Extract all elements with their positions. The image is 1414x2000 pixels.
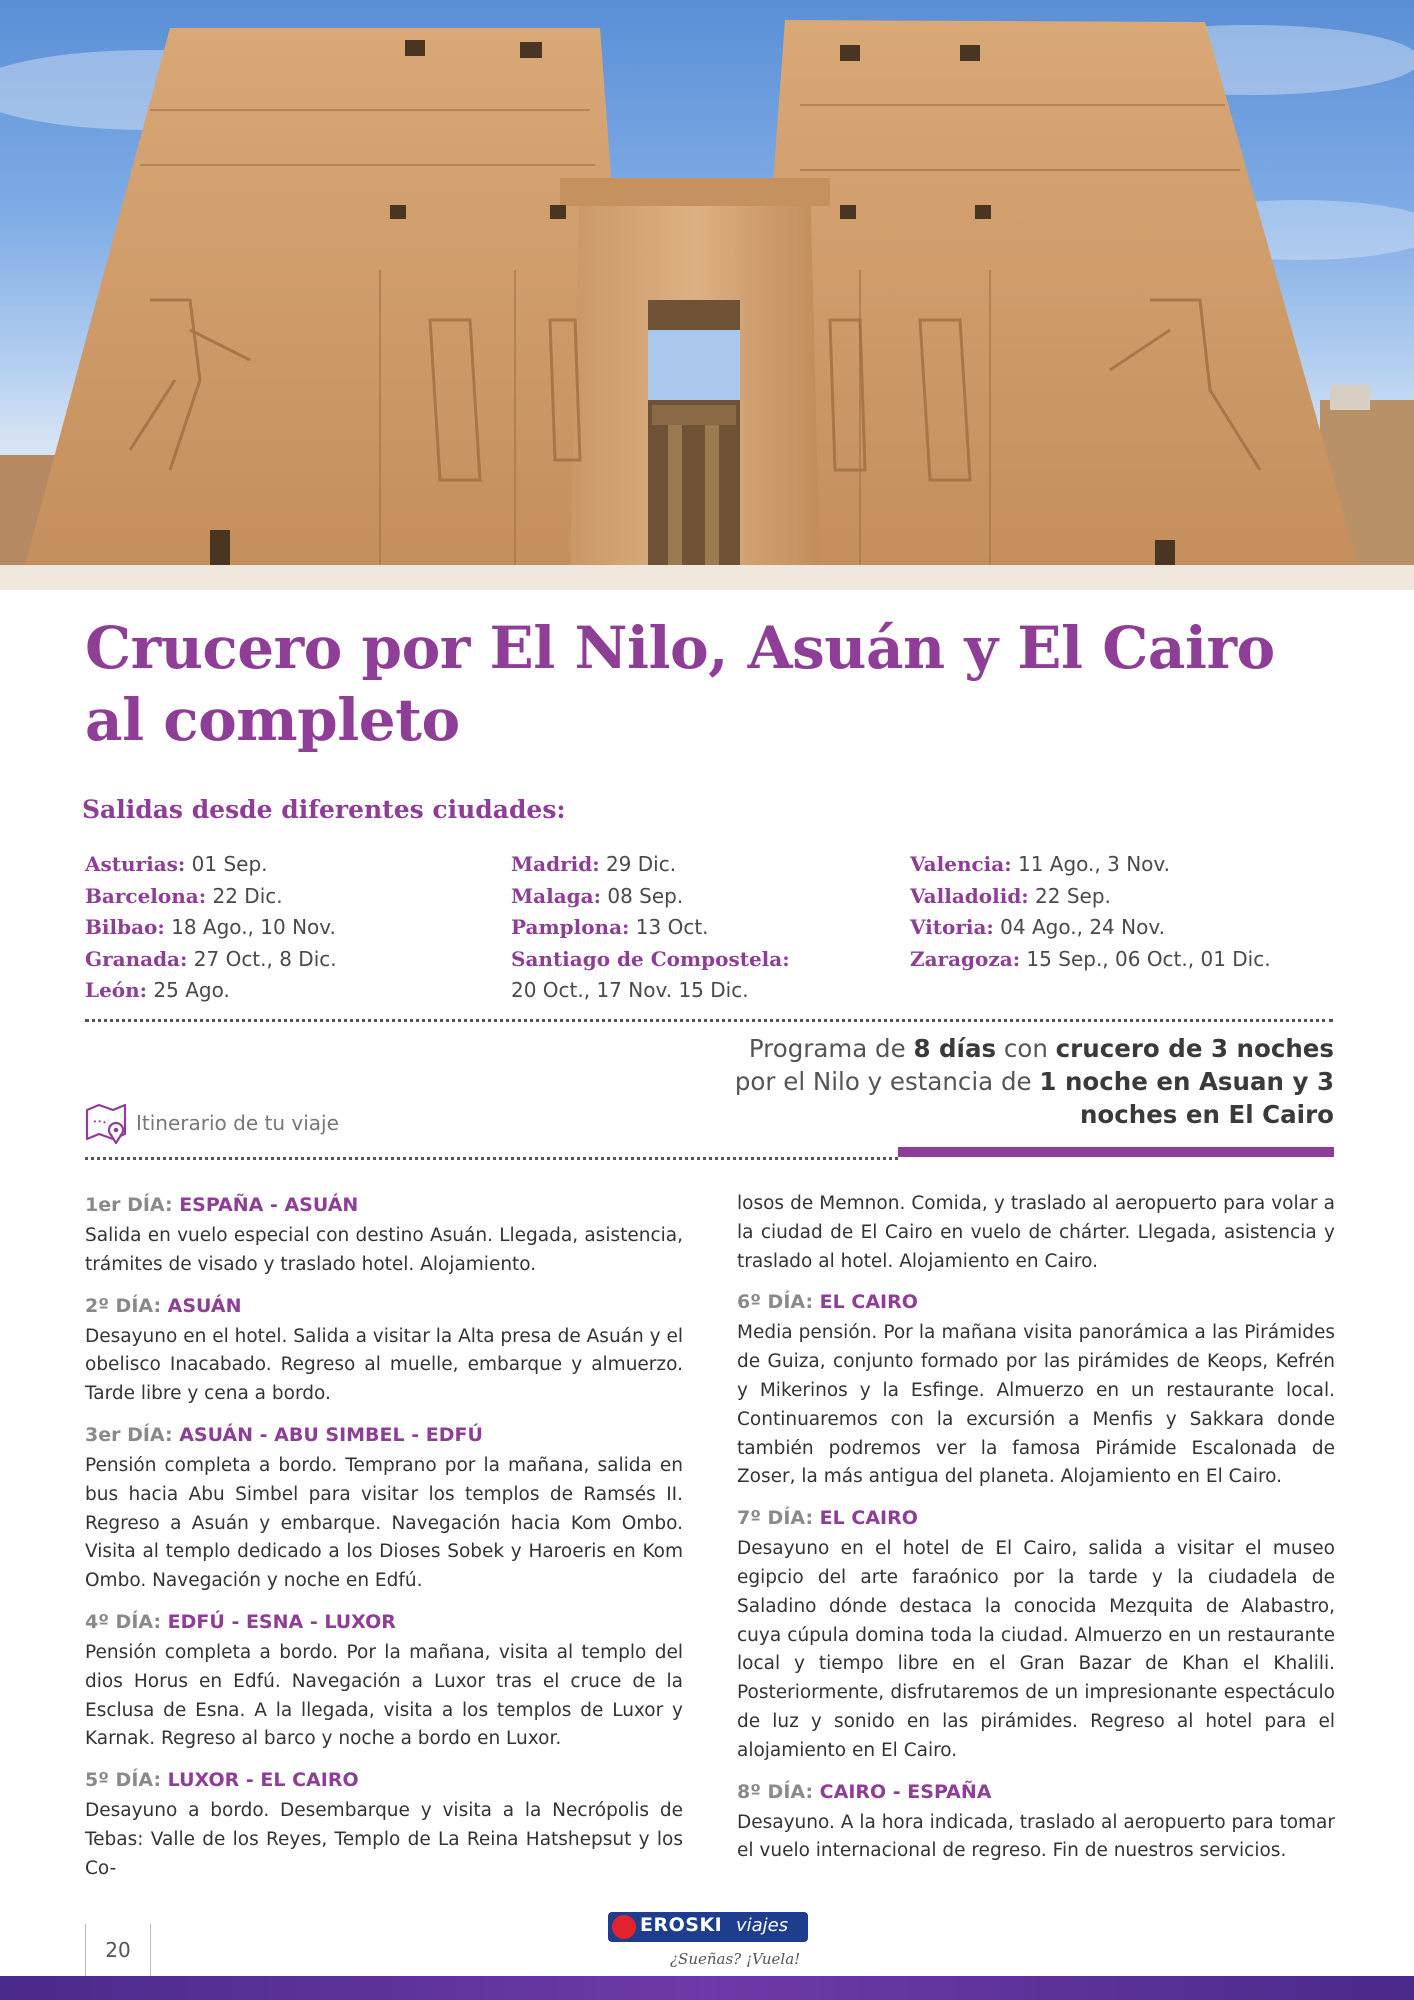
day-heading (85, 1291, 683, 1321)
program-text: por el Nilo y estancia de (734, 1067, 1040, 1096)
departure-line (85, 912, 505, 944)
day-description: Desayuno. A la hora indicada, traslado al aeropuerto para tomar el vuelo internacional de regreso. Fin de nuestros servicios. (737, 1811, 1335, 1862)
itinerary-label (84, 1100, 339, 1146)
day-number: 6º DÍA: (737, 1291, 820, 1314)
day-heading (737, 1777, 1335, 1807)
day-heading (85, 1420, 683, 1450)
departure-dates: 11 Ago., 3 Nov. (1011, 852, 1171, 876)
day-route: ASUÁN - ABU SIMBEL - EDFÚ (179, 1423, 483, 1446)
day-description: Salida en vuelo especial con destino Asuán. Llegada, asistencia, trámites de visado y traslado hotel. Alojamiento. (85, 1225, 683, 1275)
day-block (85, 1291, 683, 1409)
day-description: Pensión completa a bordo. Temprano por la mañana, salida en bus hacia Abu Simbel para visitar los templos de Ramsés II. Regreso a Asuán y embarque. Navegación hacia Kom Ombo. Visita al templo dedicado a los Dioses Sobek y Haroeris en Kom Ombo. Navegación y noche en Edfú. (85, 1454, 683, 1592)
program-highlight: 8 días (913, 1034, 997, 1063)
day-number: 1er DÍA: (85, 1194, 180, 1216)
departures-heading: Salidas desde diferentes ciudades: (82, 795, 566, 824)
dotted-divider (85, 1019, 1333, 1022)
departure-line (85, 975, 505, 1007)
day-heading (85, 1607, 683, 1637)
footer-band (0, 1976, 1414, 2000)
day-heading (737, 1503, 1335, 1533)
temple-pylon-photo (0, 0, 1414, 590)
departure-dates: 13 Oct. (629, 915, 709, 939)
day-heading (85, 1190, 683, 1220)
program-text: con (996, 1034, 1056, 1063)
departure-dates: 22 Dic. (206, 883, 283, 908)
eroski-e-icon (612, 1915, 636, 1939)
day-description: Pensión completa a bordo. Por la mañana, visita al templo del dios Horus en Edfú. Navegación a Luxor tras el cruce de la Esclusa de Esna. A la llegada, visita a los templos de Luxor y Karnak. Regreso al barco y noche a bordo en Luxor. (85, 1641, 683, 1750)
departure-line (511, 975, 901, 1007)
departure-city: Vitoria: (910, 915, 994, 939)
departure-dates: 27 Oct., 8 Dic. (187, 946, 337, 971)
accent-bar (898, 1147, 1334, 1157)
departure-dates: 29 Dic. (599, 852, 677, 876)
itinerary-column-right (737, 1190, 1335, 1866)
departure-line (511, 912, 901, 944)
departure-line (511, 944, 901, 976)
day-route: EDFÚ - ESNA - LUXOR (167, 1610, 396, 1633)
day-number: 3er DÍA: (85, 1423, 180, 1446)
hero-image (0, 0, 1414, 590)
departures-column-2 (511, 849, 901, 1007)
departure-dates: 25 Ago. (147, 978, 230, 1002)
departure-line (910, 912, 1330, 944)
program-highlight: 1 noche en Asuan y 3 noches en El Cairo (1039, 1067, 1334, 1129)
day-route: EL CAIRO (819, 1291, 918, 1314)
departure-city: Valladolid: (910, 883, 1029, 908)
departure-dates: 08 Sep. (600, 883, 684, 908)
day-number: 2º DÍA: (85, 1294, 168, 1317)
departure-city: Bilbao: (85, 915, 165, 939)
departures-column-3 (910, 849, 1330, 975)
program-text: Programa de (748, 1034, 914, 1063)
day-heading (85, 1765, 683, 1795)
departure-dates: 01 Sep. (185, 852, 268, 876)
logo-slogan: ¿Sueñas? ¡Vuela! (670, 1950, 801, 1968)
departure-city: Santiago de Compostela: (511, 946, 790, 971)
departure-line (910, 944, 1330, 976)
day-number: 5º DÍA: (85, 1769, 168, 1792)
departure-dates: 15 Sep., 06 Oct., 01 Dic. (1020, 946, 1271, 971)
day-route: ESPAÑA - ASUÁN (179, 1194, 359, 1216)
departure-line (85, 944, 505, 976)
page-number: 20 (105, 1938, 131, 1962)
logo-brand: EROSKI (640, 1914, 723, 1936)
day-block (737, 1777, 1335, 1867)
page-number-box (85, 1924, 151, 1976)
logo-brand-suffix: viajes (736, 1915, 789, 1936)
day-route: EL CAIRO (819, 1507, 918, 1530)
itinerary-label-text: Itinerario de tu viaje (136, 1111, 339, 1135)
departure-dates: 22 Sep. (1028, 883, 1111, 908)
departure-line (511, 849, 901, 881)
departure-city: Madrid: (511, 852, 600, 876)
departure-city: Pamplona: (511, 915, 630, 939)
day-description: Desayuno en el hotel. Salida a visitar la Alta presa de Asuán y el obelisco Inacabado. Regreso al muelle, embarque y almuerzo. Tarde libre y cena a bordo. (85, 1325, 683, 1405)
departure-city: Barcelona: (85, 883, 207, 908)
departure-line (910, 849, 1330, 881)
map-icon (84, 1100, 130, 1146)
departure-city: Zaragoza: (910, 946, 1021, 971)
day-route: LUXOR - EL CAIRO (167, 1769, 359, 1792)
dotted-divider (85, 1157, 898, 1160)
departure-city: Malaga: (511, 883, 601, 908)
departure-city: Asturias: (85, 852, 186, 876)
eroski-viajes-logo (608, 1912, 808, 1978)
departure-line (85, 881, 505, 913)
day-block (737, 1503, 1335, 1765)
program-summary (714, 1032, 1334, 1131)
page-title: Crucero por El Nilo, Asuán y El Cairo al completo (85, 614, 1275, 754)
day-block (737, 1287, 1335, 1492)
day-block (85, 1765, 683, 1883)
day-number: 4º DÍA: (85, 1610, 168, 1633)
day-block (85, 1190, 683, 1280)
departure-line (511, 881, 901, 913)
day-description: Desayuno en el hotel de El Cairo, salida a visitar el museo egipcio del arte faraónico por la tarde y la ciudadela de Saladino dónde destaca la conocida Mezquita de Alabastro, cuya cúpula domina toda la ciudad. Almuerzo en un restaurante local y tiempo libre en el Gran Bazar de Khan el Khalili. Posteriormente, disfrutaremos de un impresionante espectáculo de luz y sonido en las pirámides. Regreso al hotel para el alojamiento en El Cairo. (737, 1538, 1335, 1761)
departure-dates: 18 Ago., 10 Nov. (164, 915, 336, 939)
day-heading (737, 1287, 1335, 1317)
day-description: Media pensión. Por la mañana visita panorámica a las Pirámides de Guiza, conjunto formado por las pirámides de Keops, Kefrén y Mikerinos y la Esfinge. Almuerzo en un restaurante local. Continuaremos con la excursión a Menfis y Sakkara donde también podremos ver la famosa Pirámide Escalonada de Zoser, la más antigua del planeta. Alojamiento en El Cairo. (737, 1322, 1335, 1488)
day-description-continued: losos de Memnon. Comida, y traslado al aeropuerto para volar a la ciudad de El Cairo en vuelo de chárter. Llegada, asistencia y traslado al hotel. Alojamiento en Cairo. (737, 1193, 1335, 1272)
departure-dates: 04 Ago., 24 Nov. (993, 915, 1165, 939)
day-block (85, 1607, 683, 1754)
day-route: ASUÁN (167, 1294, 242, 1317)
departure-line (85, 849, 505, 881)
day-route: CAIRO - ESPAÑA (819, 1780, 992, 1803)
day-number: 7º DÍA: (737, 1507, 820, 1530)
departure-city: León: (85, 978, 148, 1002)
departure-city: Valencia: (910, 852, 1012, 876)
day-description: Desayuno a bordo. Desembarque y visita a la Necrópolis de Tebas: Valle de los Reyes, Templo de La Reina Hatshepsut y los Co- (85, 1800, 683, 1879)
program-highlight: crucero de 3 noches (1055, 1034, 1334, 1063)
departure-city: Granada: (85, 946, 188, 971)
day-number: 8º DÍA: (737, 1780, 820, 1803)
departure-line (910, 881, 1330, 913)
departure-dates: 20 Oct., 17 Nov. 15 Dic. (511, 978, 749, 1002)
itinerary-column-left (85, 1190, 683, 1884)
day-block (85, 1420, 683, 1596)
departures-column-1 (85, 849, 505, 1007)
